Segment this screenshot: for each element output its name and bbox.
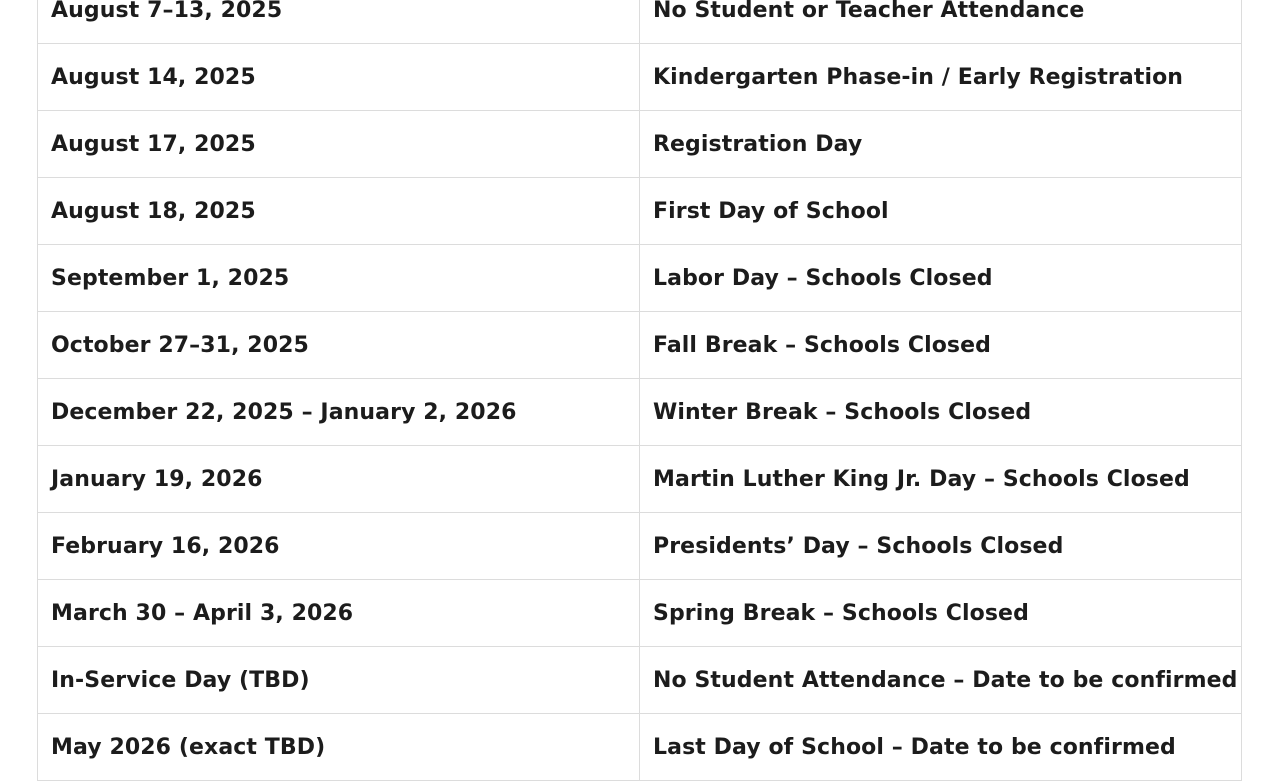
school-calendar-table xyxy=(37,0,1242,781)
date-cell: March 30 – April 3, 2026 xyxy=(38,580,640,647)
date-cell: August 17, 2025 xyxy=(38,111,640,178)
event-cell: Kindergarten Phase-in / Early Registration xyxy=(640,44,1242,111)
table-row xyxy=(38,446,1242,513)
date-cell: August 7–13, 2025 xyxy=(38,0,640,44)
event-cell: No Student Attendance – Date to be confirmed xyxy=(640,647,1242,714)
table-row xyxy=(38,379,1242,446)
date-cell: September 1, 2025 xyxy=(38,245,640,312)
table-row xyxy=(38,580,1242,647)
date-cell: August 18, 2025 xyxy=(38,178,640,245)
event-cell: Registration Day xyxy=(640,111,1242,178)
table-row xyxy=(38,178,1242,245)
event-cell: Winter Break – Schools Closed xyxy=(640,379,1242,446)
table-row xyxy=(38,0,1242,44)
event-cell: Presidents’ Day – Schools Closed xyxy=(640,513,1242,580)
event-cell: Fall Break – Schools Closed xyxy=(640,312,1242,379)
date-cell: January 19, 2026 xyxy=(38,446,640,513)
event-cell: Spring Break – Schools Closed xyxy=(640,580,1242,647)
date-cell: August 14, 2025 xyxy=(38,44,640,111)
date-cell: October 27–31, 2025 xyxy=(38,312,640,379)
event-cell: First Day of School xyxy=(640,178,1242,245)
date-cell: February 16, 2026 xyxy=(38,513,640,580)
date-cell: In-Service Day (TBD) xyxy=(38,647,640,714)
table-row xyxy=(38,245,1242,312)
table-row xyxy=(38,647,1242,714)
event-cell: Last Day of School – Date to be confirmed xyxy=(640,714,1242,781)
date-cell: May 2026 (exact TBD) xyxy=(38,714,640,781)
table-row xyxy=(38,513,1242,580)
event-cell: Labor Day – Schools Closed xyxy=(640,245,1242,312)
event-cell: Martin Luther King Jr. Day – Schools Closed xyxy=(640,446,1242,513)
table-row xyxy=(38,44,1242,111)
table-row xyxy=(38,111,1242,178)
date-cell: December 22, 2025 – January 2, 2026 xyxy=(38,379,640,446)
table-row xyxy=(38,312,1242,379)
table-row xyxy=(38,714,1242,781)
event-cell: No Student or Teacher Attendance xyxy=(640,0,1242,44)
